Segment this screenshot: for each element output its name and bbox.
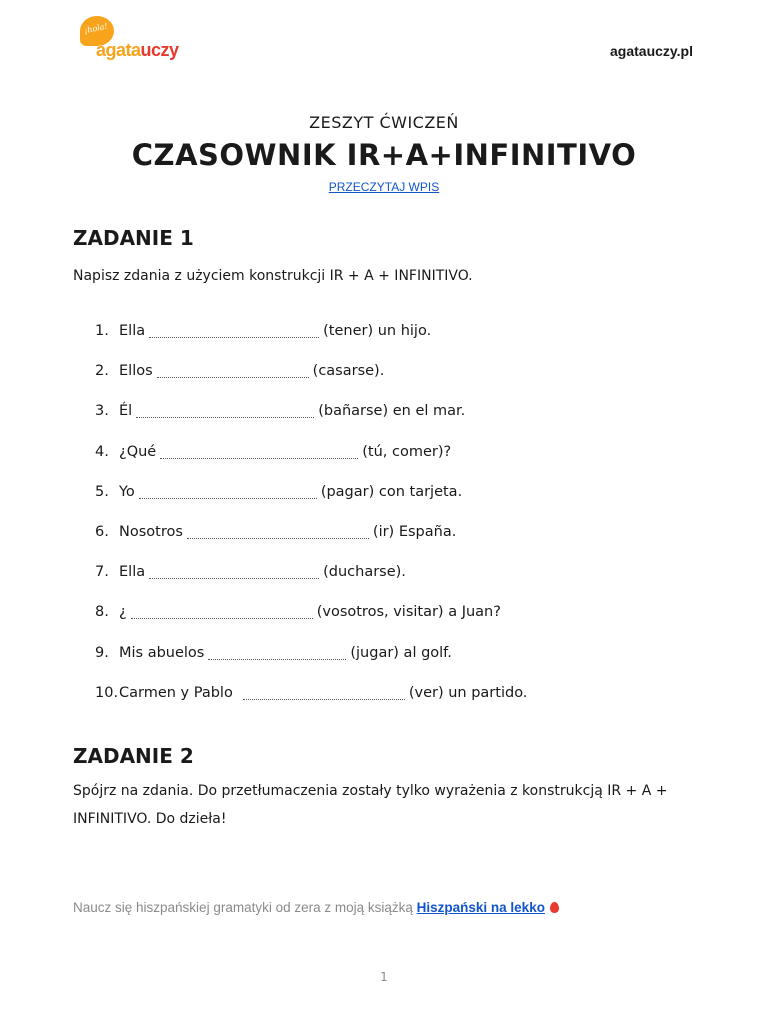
exercise-item <box>95 484 527 524</box>
exercise-text-after: (jugar) al golf. <box>350 644 452 661</box>
exercise-item <box>95 564 527 604</box>
logo <box>80 16 200 66</box>
exercise-text-after: (pagar) con tarjeta. <box>320 483 463 500</box>
exercise-item <box>95 444 527 484</box>
page-subtitle: ZESZYT ĆWICZEŃ <box>309 113 459 132</box>
exercise-text-before: Carmen y Pablo <box>119 684 233 701</box>
exercise-number: 5. <box>95 483 109 500</box>
exercise-text-after: (ir) España. <box>372 523 457 540</box>
exercise-item <box>95 685 527 725</box>
task2-heading: ZADANIE 2 <box>73 744 194 768</box>
exercise-text-after: (ver) un partido. <box>408 684 528 701</box>
exercise-item <box>95 524 527 564</box>
logo-name <box>96 40 179 61</box>
answer-blank[interactable] <box>149 564 319 579</box>
exercise-number: 4. <box>95 443 109 460</box>
exercise-text-before: Él <box>119 403 133 420</box>
footer-text: Naucz się hiszpańskiej gramatyki od zera z moją książką <box>73 900 417 915</box>
exercise-text-before: Ellos <box>119 363 153 380</box>
exercise-text-before: ¿Qué <box>119 443 157 460</box>
answer-blank[interactable] <box>149 323 319 338</box>
page-title: CZASOWNIK IR+A+INFINITIVO <box>131 138 637 172</box>
exercise-number: 8. <box>95 604 109 621</box>
exercise-item <box>95 645 527 685</box>
exercise-list <box>95 323 527 725</box>
exercise-item <box>95 363 527 403</box>
footer-promo <box>73 900 559 915</box>
exercise-number: 3. <box>95 403 109 420</box>
exercise-text-after: (tú, comer)? <box>362 443 452 460</box>
answer-blank[interactable] <box>243 685 405 700</box>
balloon-icon <box>550 902 559 913</box>
site-url: agatauczy.pl <box>610 43 693 59</box>
exercise-text-before: Ella <box>119 323 146 339</box>
exercise-number: 9. <box>95 644 109 661</box>
exercise-text-before: Nosotros <box>119 523 183 540</box>
logo-name-part1: agata <box>96 40 141 60</box>
exercise-text-after: (vosotros, visitar) a Juan? <box>316 604 501 621</box>
exercise-text-before: Mis abuelos <box>119 644 205 661</box>
exercise-item <box>95 604 527 644</box>
exercise-text-after: (casarse). <box>312 363 385 380</box>
answer-blank[interactable] <box>136 403 314 418</box>
exercise-number: 7. <box>95 564 109 581</box>
logo-name-part2: uczy <box>140 40 179 60</box>
exercise-text-before: Yo <box>119 483 135 500</box>
answer-blank[interactable] <box>157 363 309 378</box>
answer-blank[interactable] <box>187 524 369 539</box>
task1-heading: ZADANIE 1 <box>73 226 194 250</box>
task2-instruction: Spójrz na zdania. Do przetłumaczenia zostały tylko wyrażenia z konstrukcją IR + A + INFINITIVO. Do dzieła! <box>73 783 668 827</box>
read-post-link[interactable]: PRZECZYTAJ WPIS <box>328 180 440 194</box>
task1-instruction: Napisz zdania z użyciem konstrukcji IR + A + INFINITIVO. <box>73 268 473 284</box>
exercise-text-after: (tener) un hijo. <box>323 323 432 339</box>
exercise-number: 6. <box>95 523 109 540</box>
exercise-text-before: Ella <box>119 564 146 581</box>
exercise-text-before: ¿ <box>119 604 127 621</box>
answer-blank[interactable] <box>131 604 313 619</box>
answer-blank[interactable] <box>208 645 346 660</box>
exercise-number: 1. <box>95 323 109 339</box>
exercise-text-after: (bañarse) en el mar. <box>318 403 466 420</box>
exercise-text-after: (ducharse). <box>323 564 406 581</box>
answer-blank[interactable] <box>160 444 358 459</box>
exercise-number: 10. <box>95 684 119 701</box>
exercise-number: 2. <box>95 363 109 380</box>
logo-bubble-text: ¡hola! <box>83 21 109 36</box>
answer-blank[interactable] <box>139 484 317 499</box>
book-link[interactable]: Hiszpański na lekko <box>416 900 545 915</box>
exercise-item <box>95 403 527 443</box>
exercise-item <box>95 323 527 363</box>
page-number: 1 <box>380 970 388 984</box>
